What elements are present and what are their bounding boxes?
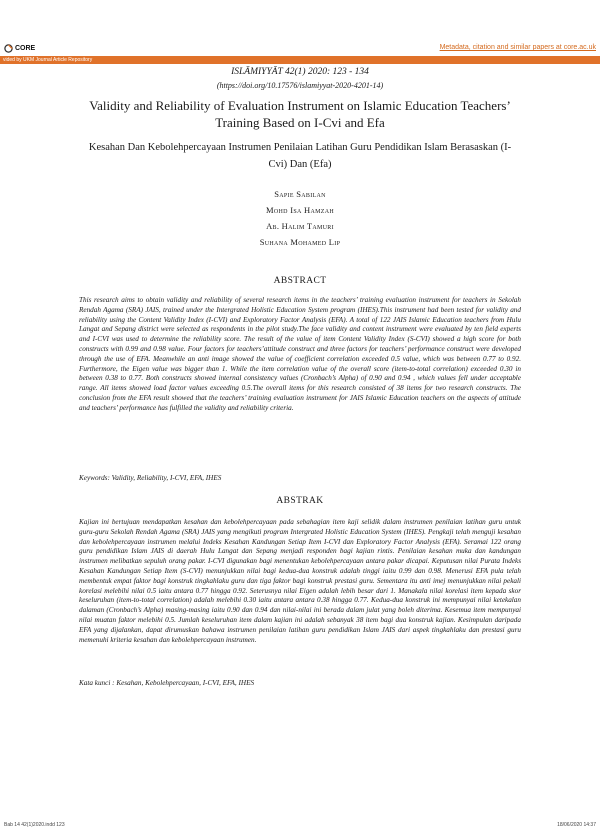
journal-citation: ISLĀMIYYĀT 42(1) 2020: 123 - 134: [231, 67, 369, 77]
core-logo[interactable]: [4, 44, 35, 53]
keywords: Keywords: Validity, Reliability, I-CVI, EFA, IHES: [79, 474, 222, 482]
author: Mohd Isa Hamzah: [266, 205, 334, 215]
core-banner: [0, 0, 600, 68]
abstrak-body: Kajian ini bertujuan mendapatkan kesahan dan kebolehpercayaan pada sebahagian item kaji selidik dalam instrumen penilaian latihan guru untuk guru-guru Sekolah Rendah Agama (SRA) JAIS yang mengikuti program Intergrated Holistic Education System (IHES). Pengkaji telah menguji kesahan dan kebolehpercayaan instrumen melalui Indeks Kesahan Kandungan Setiap Item I-CVI dan Exploratory Factor Analysis (EFA). Seramai 122 orang guru pendidikan Islam JAIS di daerah Hulu Langat dan Sepang menjadi responden bagi kajian rintis. Penilaian kesahan muka dan kandungan instrumen melibatkan sepuluh orang pakar. I-CVI digunakan bagi menentukan kebolehpercayaan antara pakar dicapai. Keputusan nilai Purata Indeks Kesahan Kandungan Setiap Item (S-CVI) menunjukkan nilai bagi kedua-dua konstruk adalah tinggi iaitu 0.99 dan 0.98. Menerusi EFA pula telah membentuk empat faktor bagi konstruk tingkahlaku guru dan tiga faktor bagi konstruk prestasi guru. Sementara itu anti imej menunjukkan nilai pekali korelasi melebihi nilai 0.5 iaitu antara 0.77 hingga 0.92. Seterusnya nilai Eigen adalah lebih besar dari 1. Manakala nilai korelasi item kepada skor keseluruhan (item-to-total correlation) adalah melebihi 0.30 iaitu antara antara 0.38 hingga 0.77. Kedua-dua konstruk ini mempunyai nilai ketekalan dalaman (Cronbach’s Alpha) masing-masing iaitu 0.90 dan 0.94 dan nilai-nilai ini berada dalam julat yang boleh diterima. Kesemua item mempunyai nilai muatan faktor melebihi 0.5. Jumlah keseluruhan item dalam kajian ini adalah sebanyak 38 item bagi dua konstruk kajian. Kesimpulan daripada EFA yang dijalankan, dapat dirumuskan bahawa instrumen penilaian latihan guru pendidikan Islam JAIS dari aspek tingkahlaku dan prestasi guru memenuhi kriteria kesahan dan kebolehpercayaan instrumen.: [79, 518, 521, 644]
doi[interactable]: (https://doi.org/10.17576/islamiyyat-2020-4201-14): [216, 81, 384, 90]
kata-kunci: Kata kunci : Kesahan, Kebolehpercayaan, I-CVI, EFA, IHES: [79, 679, 255, 687]
footer-timestamp: 18/06/2020 14:37: [557, 822, 596, 828]
author-list: [0, 186, 600, 250]
paper-subtitle: Kesahan Dan Kebolehpercayaan Instrumen Penilaian Latihan Guru Pendidikan Islam Berasaskan (I-Cvi) Dan (Efa): [88, 142, 512, 170]
author: Ab. Halim Tamuri: [266, 221, 334, 231]
core-logo-text: CORE: [15, 45, 36, 52]
provided-by-link[interactable]: vided by UKM Journal Article Repository: [3, 57, 93, 63]
metadata-link[interactable]: Metadata, citation and similar papers at core.ac.uk: [439, 44, 596, 51]
author: Suhana Mohamed Lip: [259, 237, 341, 247]
author: Sapie Sabilan: [274, 189, 326, 199]
paper-title: Validity and Reliability of Evaluation Instrument on Islamic Education Teachers’ Training Based on I-Cvi and Efa: [89, 98, 511, 130]
abstract-body: This research aims to obtain validity and reliability of several research items in the teachers’ training evaluation instrument for teachers in Sekolah Rendah Agama (SRA) JAIS, trained under the Intergrated Holistic Education System program (IHES).This instrument had been tested for validity and reliability using the Content Validity Index (I-CVI) and Exploratory Factor Analysis (EFA). A total of 122 JAIS Islamic Education teachers from Hulu Langat and Sepang district were selected as respondents in the pilot study.The face validity and content instrument were evaluated by ten field experts and I-CVI was used to determine the reliability score. The result of the value of item Content Validity Index (S-CVI) showed a high score for both constructs with 0.99 and 0.98 value. Four factors for teachers’attitude construct and three factors for teachers’ performance construct were developed through the use of EFA. Meanwhile an anti image showed the value of coefficient correlation exceeded 0.5 value, which was between 0.77 to 0.92. Furthermore, the Eigen value was bigger than 1. While the item correlation value of the overall score (item-to-total correlation) exceeded 0.30 in between 0.38 to 0.77. Both constructs showed internal consistency values (Cronbach’s Alpha) of 0.90 and 0.94 , which values fell under acceptable range. All items showed load factor values exceeding 0.5.The overall items for this research consisted of 38 items for two research constructs. The conclusion from the EFA result showed that the teachers’ training evaluation instrument for JAIS Islamic Education teachers on the aspects of attitude and teachers’ performance has fulfilled the validity and reliability criteria.: [79, 296, 521, 412]
abstract-heading: ABSTRACT: [273, 276, 327, 286]
footer-file-label: Bab 14 42(1)2020.indd 123: [4, 822, 65, 828]
abstrak-heading: ABSTRAK: [276, 496, 324, 506]
core-logo-icon: [4, 44, 13, 53]
